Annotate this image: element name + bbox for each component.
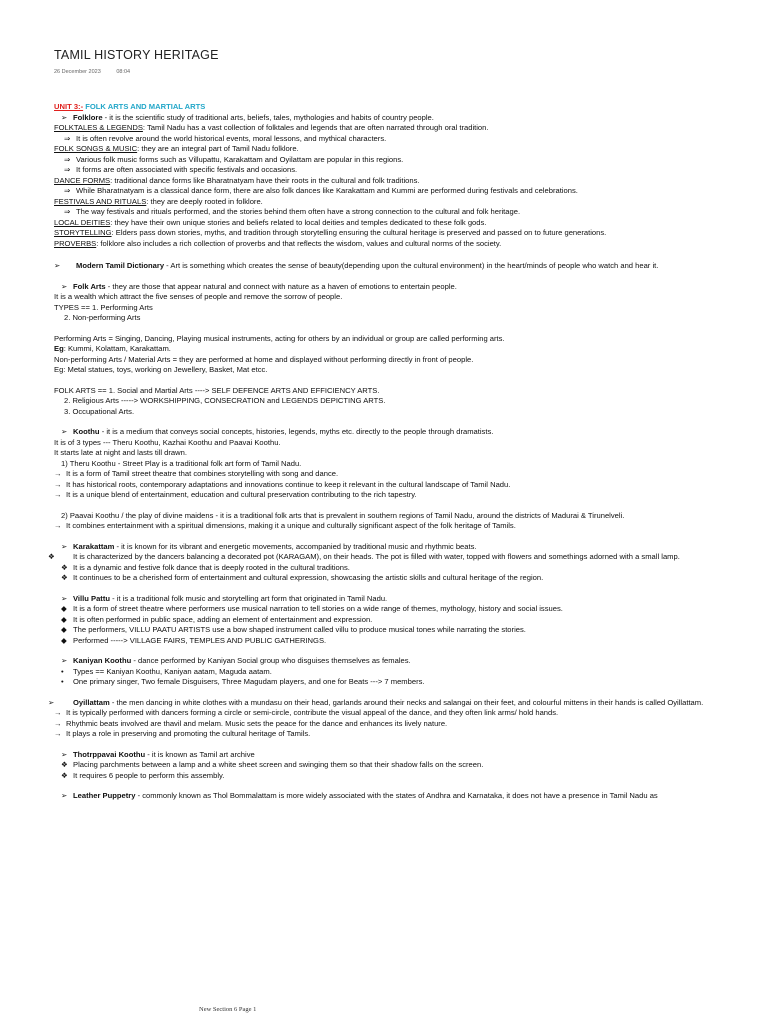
karakattam-heading	[54, 542, 766, 553]
karakattam-line	[54, 563, 766, 574]
karakattam-text: It continues to be a cherished form of entertainment and cultural expression, showcasing the artistic skills and cultural heritage of the region.	[73, 573, 544, 582]
folklore-def: - it is the scientific study of traditional arts, beliefs, tales, mythologies and habits of country people.	[102, 112, 434, 122]
koothu-line	[54, 480, 766, 491]
oyillattam-text: It is typically performed with dancers forming a circle or semi-circle, contribute the visual appeal of the dance, and they often link arms/ hold hands.	[66, 708, 559, 717]
kaniyan-text: Types == Kaniyan Koothu, Kaniyan aatam, Maguda aatam.	[73, 666, 272, 676]
page-footer: New Section 6 Page 1	[199, 1006, 257, 1013]
thotrppavai-heading	[54, 750, 766, 761]
folklore-line	[54, 197, 766, 208]
mtd-line	[54, 261, 766, 272]
thotrppavai-term: Thotrppavai Koothu	[73, 749, 146, 759]
double-arrow-icon: ⇒	[64, 165, 71, 174]
diamond-icon: ◆	[61, 614, 67, 624]
thotrppavai-def: - it is known as Tamil art archive	[145, 749, 255, 759]
koothu-line: It is of 3 types --- Theru Koothu, Kazhai Koothu and Paavai Koothu.	[54, 437, 281, 447]
unit-label: UNIT 3:-	[54, 102, 84, 111]
karakattam-text: It is characterized by the dancers balancing a decorated pot (KARAGAM), on their heads. The pot is filled with water, topped with flowers and somethings adorned with a small lamp.	[73, 552, 680, 561]
oyillattam-heading	[48, 697, 766, 709]
karakattam-term: Karakattam	[73, 541, 115, 551]
arrowhead-icon: ➢	[61, 281, 68, 291]
folklore-line	[54, 176, 766, 187]
proverbs-text: : folklore also includes a rich collection of proverbs and that reflects the wisdom, values and cultural norms of the society.	[96, 238, 502, 248]
folklore-line	[54, 165, 766, 176]
koothu-text: It is a form of Tamil street theatre that combines storytelling with song and dance.	[66, 469, 339, 478]
koothu-heading	[54, 427, 766, 438]
diamond-icon: ◆	[61, 604, 67, 613]
page-timestamp	[54, 69, 144, 75]
diamond-star-icon: ❖	[61, 562, 68, 572]
folktales-term: FOLKTALES & LEGENDS	[54, 123, 143, 132]
folkarts-line: 2. Religious Arts -----> WORKSHIPPING, CONSECRATION and LEGENDS DEPICTING ARTS.	[64, 396, 386, 405]
thotrppavai-text: It requires 6 people to perform this assembly.	[73, 770, 225, 780]
villupattu-text: Performed -----> VILLAGE FAIRS, TEMPLES AND PUBLIC GATHERINGS.	[73, 635, 327, 645]
double-arrow-icon: ⇒	[64, 133, 71, 143]
folkarts-term: Folk Arts	[73, 281, 106, 291]
folkarts-heading	[54, 282, 766, 293]
proverbs-term: PROVERBS	[54, 238, 97, 248]
bullet-icon: •	[61, 666, 64, 676]
thotrppavai-line	[54, 771, 766, 782]
kaniyan-term: Kaniyan Koothu	[73, 656, 132, 665]
folkarts-line: Eg: Metal statues, toys, working on Jewellery, Basket, Mat etcc.	[54, 365, 268, 374]
deities-term: LOCAL DEITIES	[54, 217, 111, 227]
festivals-term: FESTIVALS AND RITUALS	[54, 196, 147, 206]
thotrppavai-line	[54, 760, 766, 771]
villupattu-heading	[54, 594, 766, 605]
storytelling-term: STORYTELLING	[54, 228, 112, 237]
folkarts-def: - they are those that appear natural and connect with nature as a haven of emotions to entertain people.	[105, 281, 457, 291]
kaniyan-line	[54, 667, 766, 678]
koothu-text: It is a unique blend of entertainment, education and cultural preservation contributing to the rich tapestry.	[66, 490, 417, 499]
unit-title: FOLK ARTS AND MARTIAL ARTS	[83, 102, 206, 111]
page-body	[48, 102, 766, 802]
arrowhead-icon: ➢	[61, 749, 68, 759]
koothu-line	[54, 469, 766, 480]
arrow-icon: →	[54, 490, 62, 499]
danceforms-text: : traditional dance forms like Bharatnatyam have their roots in the cultural and folk traditions.	[110, 175, 420, 185]
eg-text: : Kummi, Kolattam, Karakattam.	[63, 344, 171, 353]
villupattu-text: It is often performed in public space, adding an element of entertainment and expression.	[73, 614, 373, 624]
villupattu-term: Villu Pattu	[73, 593, 110, 603]
arrow-icon: →	[54, 469, 62, 478]
bullet-icon: •	[61, 677, 64, 686]
villupattu-line	[54, 636, 766, 647]
oyillattam-text: Rhythmic beats involved are thavil and melam. Music sets the peace for the dance and enhances its lively nature.	[66, 718, 448, 728]
diamond-star-icon: ❖	[61, 573, 68, 582]
folklore-heading	[54, 113, 766, 124]
karakattam-line	[48, 552, 766, 563]
folklore-line	[54, 207, 766, 218]
villupattu-def: - it is a traditional folk music and storytelling art form that originated in Tamil Nadu.	[110, 593, 388, 603]
arrowhead-icon: ➢	[54, 261, 61, 270]
folkarts-line: 2. Non-performing Arts	[64, 313, 141, 322]
diamond-star-icon: ❖	[48, 552, 55, 561]
folkarts-line: FOLK ARTS == 1. Social and Martial Arts ----> SELF DEFENCE ARTS AND EFFICIENCY ARTS.	[54, 385, 380, 395]
karakattam-text: It is a dynamic and festive folk dance that is deeply rooted in the cultural traditions.	[73, 562, 350, 572]
karakattam-line	[54, 573, 766, 584]
folkarts-line	[54, 344, 766, 355]
karakattam-def: - it is known for its vibrant and energetic movements, accompanied by traditional music and rhythmic beats.	[114, 541, 477, 551]
folklore-text: While Bharatnatyam is a classical dance form, there are also folk dances like Karakattam and Kummi are performed during festivals and celebrations.	[76, 186, 578, 195]
arrowhead-icon: ➢	[61, 427, 68, 436]
oyillattam-line	[54, 719, 766, 730]
double-arrow-icon: ⇒	[64, 186, 71, 195]
oyillattam-text: It plays a role in preserving and promoting the cultural heritage of Tamils.	[66, 729, 311, 738]
oyillattam-def: - the men dancing in white clothes with a mundasu on their head, garlands around their necks and salangai on their feet, and colourful mittens in their hands is called Oyillattam.	[109, 697, 704, 707]
leather-term: Leather Puppetry	[73, 791, 136, 800]
mtd-term: Modern Tamil Dictionary	[76, 261, 165, 270]
arrowhead-icon: ➢	[61, 112, 68, 122]
leather-heading	[54, 791, 766, 802]
koothu-line	[54, 490, 766, 501]
koothu-line: 2) Paavai Koothu / the play of divine maidens - it is a traditional folk arts that is prevalent in southern regions of Tamil Nadu, around the districts of Madurai & Tirunelveli.	[61, 510, 625, 520]
folklore-term: Folklore	[73, 112, 103, 122]
oyillattam-term: Oyillattam	[73, 697, 110, 707]
kaniyan-line	[54, 677, 766, 688]
oyillattam-line	[54, 708, 766, 719]
folklore-text: The way festivals and rituals performed, and the stories behind them often have a strong connection to the cultural and folk heritage.	[76, 207, 521, 216]
arrowhead-icon: ➢	[61, 541, 68, 551]
folksongs-text: : they are an integral part of Tamil Nadu folklore.	[137, 144, 299, 153]
folklore-text: It is often revolve around the world historical events, moral lessons, and mythical characters.	[76, 133, 387, 143]
arrow-icon: →	[54, 479, 62, 489]
festivals-text: : they are deeply rooted in folklore.	[146, 196, 263, 206]
arrow-icon: →	[54, 708, 62, 717]
folklore-line	[54, 144, 766, 155]
koothu-term: Koothu	[73, 427, 100, 436]
double-arrow-icon: ⇒	[64, 154, 71, 164]
villupattu-line	[54, 604, 766, 615]
arrow-icon: →	[54, 718, 62, 728]
mtd-text: - Art is something which creates the sense of beauty(depending upon the cultural environment) in the heart/minds of people who watch and hear it.	[164, 261, 659, 270]
koothu-text: It has historical roots, contemporary adaptations and innovations continue to keep it relevant in the cultural landscape of Tamil Nadu.	[66, 479, 511, 489]
arrowhead-icon: ➢	[61, 656, 68, 665]
folklore-line	[54, 218, 766, 229]
villupattu-text: It is a form of street theatre where performers use musical narration to tell stories on a wide range of themes, mythology, history and social issues.	[73, 604, 563, 613]
villupattu-text: The performers, VILLU PAATU ARTISTS use a bow shaped instrument called villu to produce musical tones while narrating the stories.	[73, 625, 526, 634]
page-title: TAMIL HISTORY HERITAGE	[54, 48, 219, 62]
kaniyan-def: - dance performed by Kaniyan Social group who disguises themselves as females.	[131, 656, 411, 665]
koothu-line: 1) Theru Koothu - Street Play is a traditional folk art form of Tamil Nadu.	[61, 458, 302, 468]
folklore-text: It forms are often associated with specific festivals and occasions.	[76, 165, 298, 174]
storytelling-text: : Elders pass down stories, myths, and tradition through storytelling ensuring the cultural heritage is preserved and passed on to future generations.	[111, 228, 607, 237]
arrowhead-icon: ➢	[48, 697, 55, 707]
folklore-line	[54, 228, 766, 239]
arrowhead-icon: ➢	[61, 791, 68, 800]
folklore-line	[54, 186, 766, 197]
folktales-text: : Tamil Nadu has a vast collection of folktales and legends that are often narrated through oral tradition.	[142, 123, 489, 132]
villupattu-line	[54, 625, 766, 636]
koothu-text: It combines entertainment with a spiritual dimensions, making it a unique and culturally significant aspect of the folk heritage of Tamils.	[66, 521, 516, 530]
villupattu-line	[54, 615, 766, 626]
diamond-star-icon: ❖	[61, 760, 68, 769]
danceforms-term: DANCE FORMS	[54, 175, 111, 185]
folklore-line	[54, 123, 766, 134]
diamond-icon: ◆	[61, 635, 67, 645]
folkarts-line: Non-performing Arts / Material Arts = they are performed at home and displayed without performing directly in front of people.	[54, 354, 474, 364]
unit-heading	[54, 102, 766, 113]
kaniyan-heading	[54, 656, 766, 667]
oyillattam-line	[54, 729, 766, 740]
arrow-icon: →	[54, 521, 62, 530]
folksongs-term: FOLK SONGS & MUSIC	[54, 144, 138, 153]
koothu-def: - it is a medium that conveys social concepts, histories, legends, myths etc. directly to the people through dramatists.	[99, 427, 494, 436]
folkarts-line: TYPES == 1. Performing Arts	[54, 302, 153, 312]
diamond-star-icon: ❖	[61, 770, 68, 780]
folklore-text: Various folk music forms such as Villupattu, Karakattam and Oyilattam are popular in this regions.	[76, 154, 404, 164]
folkarts-line: Performing Arts = Singing, Dancing, Playing musical instruments, acting for others by an individual or group are called performing arts.	[54, 333, 505, 343]
folkarts-line: 3. Occupational Arts.	[64, 406, 135, 416]
koothu-line	[54, 521, 766, 532]
folklore-line	[54, 134, 766, 145]
folklore-line	[54, 155, 766, 166]
deities-text: : they have their own unique stories and beliefs related to local deities and temples dedicated to these folk gods.	[110, 217, 487, 227]
page-date: 26 December 2023	[54, 69, 101, 75]
folklore-line	[54, 239, 766, 250]
diamond-icon: ◆	[61, 625, 67, 634]
page-time: 08:04	[116, 69, 131, 75]
arrow-icon: →	[54, 729, 62, 738]
leather-def: - commonly known as Thol Bommalattam is more widely associated with the states of Andhra and Karnataka, it does not have a presence in Tamil Nadu as	[135, 791, 658, 800]
kaniyan-text: One primary singer, Two female Disguisers, Three Magudam players, and one for Beats ---> 7 members.	[73, 677, 425, 686]
thotrppavai-text: Placing parchments between a lamp and a white sheet screen and swinging them so that their shadow falls on the screen.	[73, 760, 484, 769]
koothu-line: It starts late at night and lasts till drawn.	[54, 448, 187, 457]
double-arrow-icon: ⇒	[64, 207, 71, 216]
folkarts-line: It is a wealth which attract the five senses of people and remove the sorrow of people.	[54, 292, 343, 301]
arrowhead-icon: ➢	[61, 593, 68, 603]
eg-term: Eg	[54, 344, 64, 353]
